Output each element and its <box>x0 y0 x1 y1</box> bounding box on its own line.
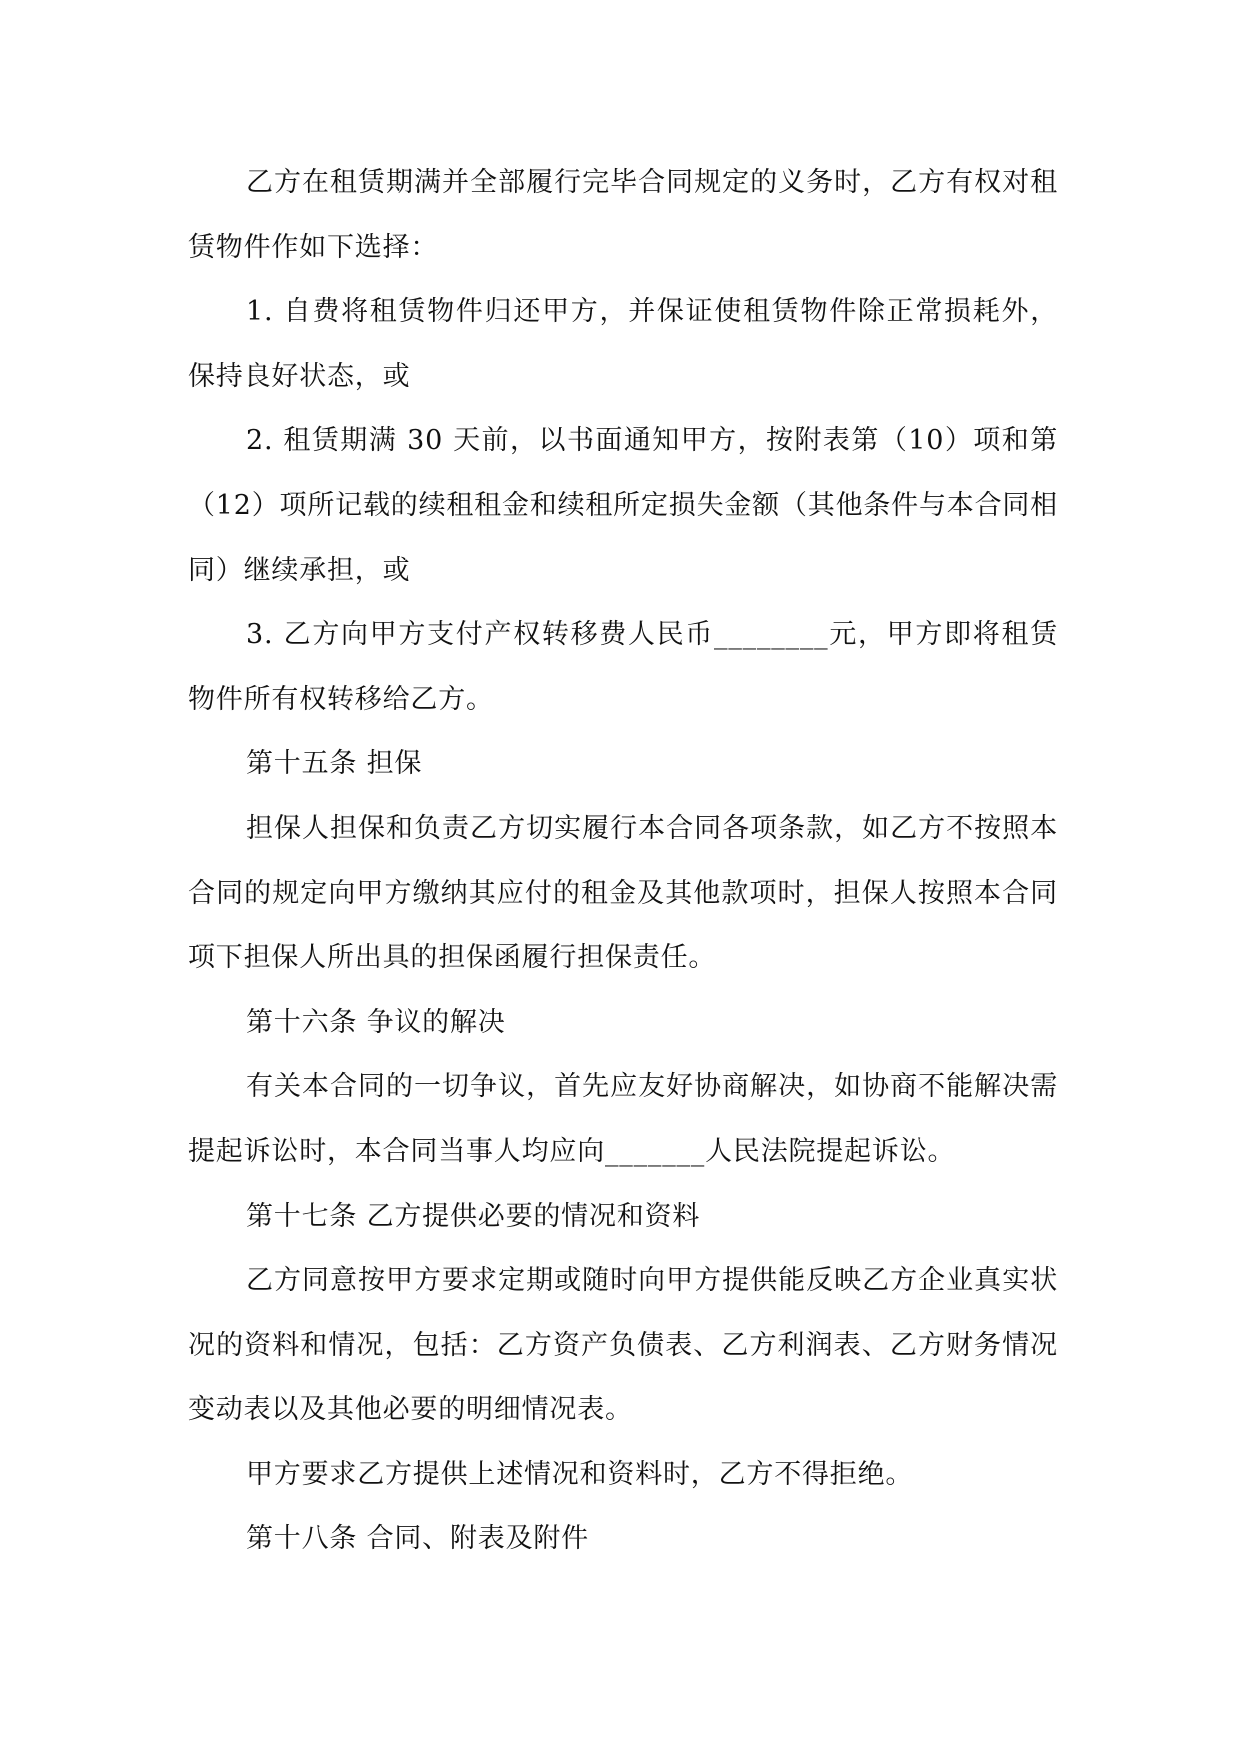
heading-article-18: 第十八条 合同、附表及附件 <box>246 1523 589 1555</box>
paragraph-option-1: 1. 自费将租赁物件归还甲方，并保证使租赁物件除正常损耗外，保持良好状态，或 <box>188 296 1058 392</box>
paragraph-lease-end-options: 乙方在租赁期满并全部履行完毕合同规定的义务时，乙方有权对租赁物件作如下选择： <box>188 167 1058 263</box>
paragraph-option-2: 2. 租赁期满 30 天前，以书面通知甲方，按附表第（10）项和第（12）项所记载的续租租金和续租所定损失金额（其他条件与本合同相同）继续承担，或 <box>188 425 1058 586</box>
paragraph-guarantee: 担保人担保和负责乙方切实履行本合同各项条款，如乙方不按照本合同的规定向甲方缴纳其应付的租金及其他款项时，担保人按照本合同项下担保人所出具的担保函履行担保责任。 <box>188 812 1058 974</box>
heading-article-15: 第十五条 担保 <box>246 748 423 780</box>
paragraph-no-refusal: 甲方要求乙方提供上述情况和资料时，乙方不得拒绝。 <box>246 1458 914 1490</box>
heading-article-16: 第十六条 争议的解决 <box>246 1006 506 1038</box>
paragraph-dispute-resolution: 有关本合同的一切争议，首先应友好协商解决，如协商不能解决需提起诉讼时，本合同当事人均应向_______人民法院提起诉讼。 <box>188 1071 1058 1167</box>
heading-article-17: 第十七条 乙方提供必要的情况和资料 <box>246 1200 701 1232</box>
paragraph-option-3: 3. 乙方向甲方支付产权转移费人民币________元，甲方即将租赁物件所有权转移给乙方。 <box>188 619 1058 715</box>
document-page <box>188 151 1058 1572</box>
paragraph-information-provision: 乙方同意按甲方要求定期或随时向甲方提供能反映乙方企业真实状况的资料和情况，包括：乙方资产负债表、乙方利润表、乙方财务情况变动表以及其他必要的明细情况表。 <box>188 1265 1058 1426</box>
